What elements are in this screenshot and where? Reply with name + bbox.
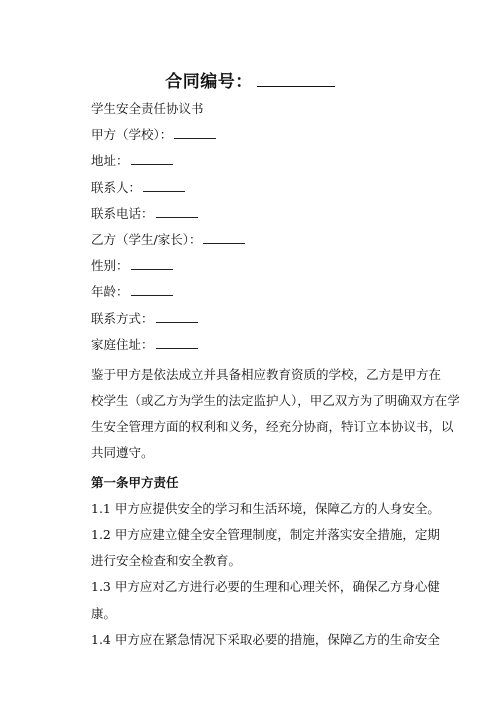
preamble-paragraph — [91, 362, 460, 467]
field-row — [91, 148, 431, 174]
field-blank-line — [131, 281, 173, 296]
field-blank-line — [156, 308, 198, 323]
field-label: 家庭住址： — [91, 336, 154, 352]
preamble-line: 鉴于甲方是依法成立并具备相应教育资质的学校，乙方是甲方在 — [91, 366, 442, 382]
field-row — [91, 306, 431, 332]
field-label: 联系方式： — [91, 310, 154, 326]
party-fields — [91, 122, 431, 358]
field-row — [91, 227, 431, 253]
preamble-line: 生安全管理方面的权利和义务，经充分协商，特订立本协议书，以 — [91, 419, 454, 435]
field-row — [91, 253, 431, 279]
field-row — [91, 175, 431, 201]
clause-line: 进行安全检查和安全教育。 — [91, 553, 242, 569]
field-label: 乙方（学生/家长）： — [91, 231, 202, 247]
field-row — [91, 279, 431, 305]
clause-line: 1.4 甲方应在紧急情况下采取必要的措施，保障乙方的生命安全 — [91, 631, 440, 647]
field-label: 联系电话： — [91, 205, 154, 221]
field-blank-line — [174, 124, 216, 139]
contract-number-title — [0, 68, 500, 95]
preamble-line: 共同遵守。 — [91, 445, 154, 461]
field-blank-line — [156, 334, 198, 349]
clause-line: 1.1 甲方应提供安全的学习和生活环境，保障乙方的人身安全。 — [91, 500, 440, 516]
clause-line: 1.2 甲方应建立健全安全管理制度，制定并落实安全措施，定期 — [91, 527, 440, 542]
section-heading: 第一条甲方责任 — [91, 474, 179, 490]
field-row — [91, 201, 431, 227]
field-row — [91, 122, 431, 148]
document-body — [91, 96, 460, 653]
field-label: 年龄： — [91, 284, 129, 300]
field-blank-line — [156, 203, 198, 218]
field-label: 联系人： — [91, 179, 142, 195]
field-blank-line — [143, 177, 185, 192]
field-label: 地址： — [91, 153, 129, 169]
field-blank-line — [131, 255, 173, 270]
field-blank-line — [203, 229, 245, 244]
clause-line: 1.3 甲方应对乙方进行必要的生理和心理关怀，确保乙方身心健 — [91, 579, 440, 595]
field-label: 甲方（学校）： — [91, 127, 173, 143]
field-label: 性别： — [91, 258, 129, 274]
field-row — [91, 332, 431, 358]
contract-number-label: 合同编号： — [165, 72, 253, 92]
contract-number-blank — [257, 68, 335, 87]
section-items — [91, 496, 440, 653]
agreement-title: 学生安全责任协议书 — [91, 101, 204, 116]
field-blank-line — [131, 150, 173, 165]
preamble-line: 校学生（或乙方为学生的法定监护人），甲乙双方为了明确双方在学 — [91, 393, 460, 409]
clause-line: 康。 — [91, 605, 117, 621]
